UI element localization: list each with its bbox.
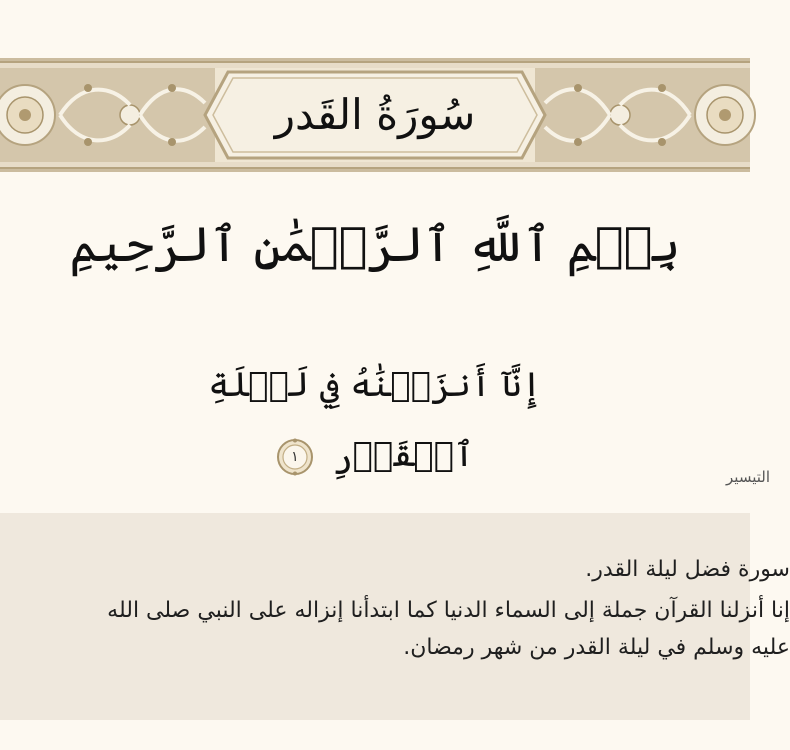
surah-title: سُورَةُ القَدر: [274, 90, 476, 139]
tafsir-panel: [0, 513, 790, 720]
tafsir-label[interactable]: التيسير: [726, 468, 770, 486]
left-ornament-icon: [0, 68, 215, 162]
verse-text: إِنَّآ أَنزَلۡنَٰهُ فِي لَيۡلَةِ ٱلۡقَدۡرِ: [208, 365, 542, 475]
tafsir-line: إنا أنزلنا القرآن جملة إلى السماء الدنيا كما ابتدأنا إنزاله على النبي صلى الله: [107, 598, 790, 623]
basmala: بِسۡمِ ٱللَّهِ ٱلرَّحۡمَٰنِ ٱلرَّحِيمِ: [69, 217, 681, 273]
right-ornament-icon: [535, 68, 755, 162]
verse-1[interactable]: [150, 350, 600, 475]
tafsir-line: عليه وسلم في ليلة القدر من شهر رمضان.: [403, 635, 790, 660]
verse-number: ١: [291, 449, 299, 465]
tafsir-line: سورة فضل ليلة القدر.: [585, 557, 790, 582]
verse-number-badge: [276, 438, 314, 476]
